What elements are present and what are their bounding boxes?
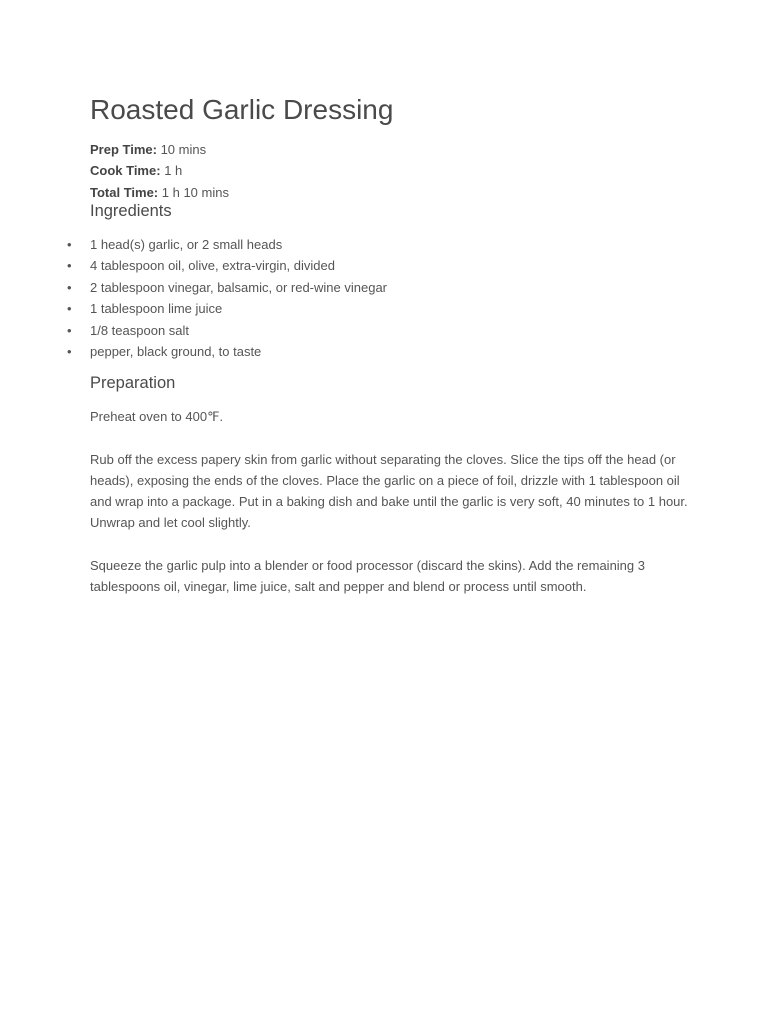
ingredients-list	[67, 234, 388, 362]
preparation-steps	[90, 406, 690, 619]
total-time	[90, 182, 229, 203]
cook-time-value: 1 h	[164, 163, 183, 179]
bullet-icon: •	[67, 344, 72, 360]
preparation-step: Squeeze the garlic pulp into a blender or food processor (discard the skins). Add the remaining 3 tablespoons oil, vinegar, lime juice, salt and pepper and blend or process until smooth.	[90, 558, 645, 595]
cook-time-label: Cook Time:	[90, 163, 161, 179]
ingredient-item	[67, 341, 387, 362]
ingredient-item	[67, 277, 388, 298]
recipe-title: Roasted Garlic Dressing	[90, 94, 394, 125]
ingredients-heading: Ingredients	[90, 202, 172, 220]
total-time-value: 1 h 10 mins	[161, 184, 229, 200]
ingredient-text: 2 tablespoon vinegar, balsamic, or red-wine vinegar	[90, 279, 388, 295]
ingredient-text: pepper, black ground, to taste	[90, 344, 262, 360]
ingredient-item	[67, 255, 387, 276]
bullet-icon: •	[67, 322, 72, 338]
ingredient-text: 1 tablespoon lime juice	[90, 301, 223, 317]
prep-time-value: 10 mins	[160, 142, 207, 157]
preparation-heading: Preparation	[90, 374, 176, 392]
ingredient-text: 4 tablespoon oil, olive, extra-virgin, divided	[90, 258, 335, 274]
ingredient-text: 1 head(s) garlic, or 2 small heads	[90, 237, 283, 252]
bullet-icon: •	[67, 279, 72, 295]
preparation-step: Rub off the excess papery skin from garlic without separating the cloves. Slice the tips off the head (or heads), exposing the ends of the cloves. Place the garlic on a piece of foil, drizzle with 1 tablespoon oil and wrap into a package. Put in a baking dish and bake until the garlic is very soft, 40 minutes to 1 hour. Unwrap and let cool slightly.	[90, 451, 688, 531]
ingredient-item	[67, 234, 387, 255]
ingredient-item	[67, 298, 387, 319]
ingredient-item	[67, 320, 387, 341]
bullet-icon: •	[67, 301, 72, 317]
preparation-step: Preheat oven to 400℉.	[90, 409, 224, 424]
total-time-label: Total Time:	[90, 184, 159, 200]
prep-time-label: Prep Time:	[90, 142, 157, 157]
recipe-times	[90, 139, 229, 203]
prep-time	[90, 139, 229, 160]
bullet-icon: •	[67, 237, 72, 252]
bullet-icon: •	[67, 258, 72, 274]
cook-time	[90, 160, 229, 181]
ingredient-text: 1/8 teaspoon salt	[90, 322, 190, 338]
